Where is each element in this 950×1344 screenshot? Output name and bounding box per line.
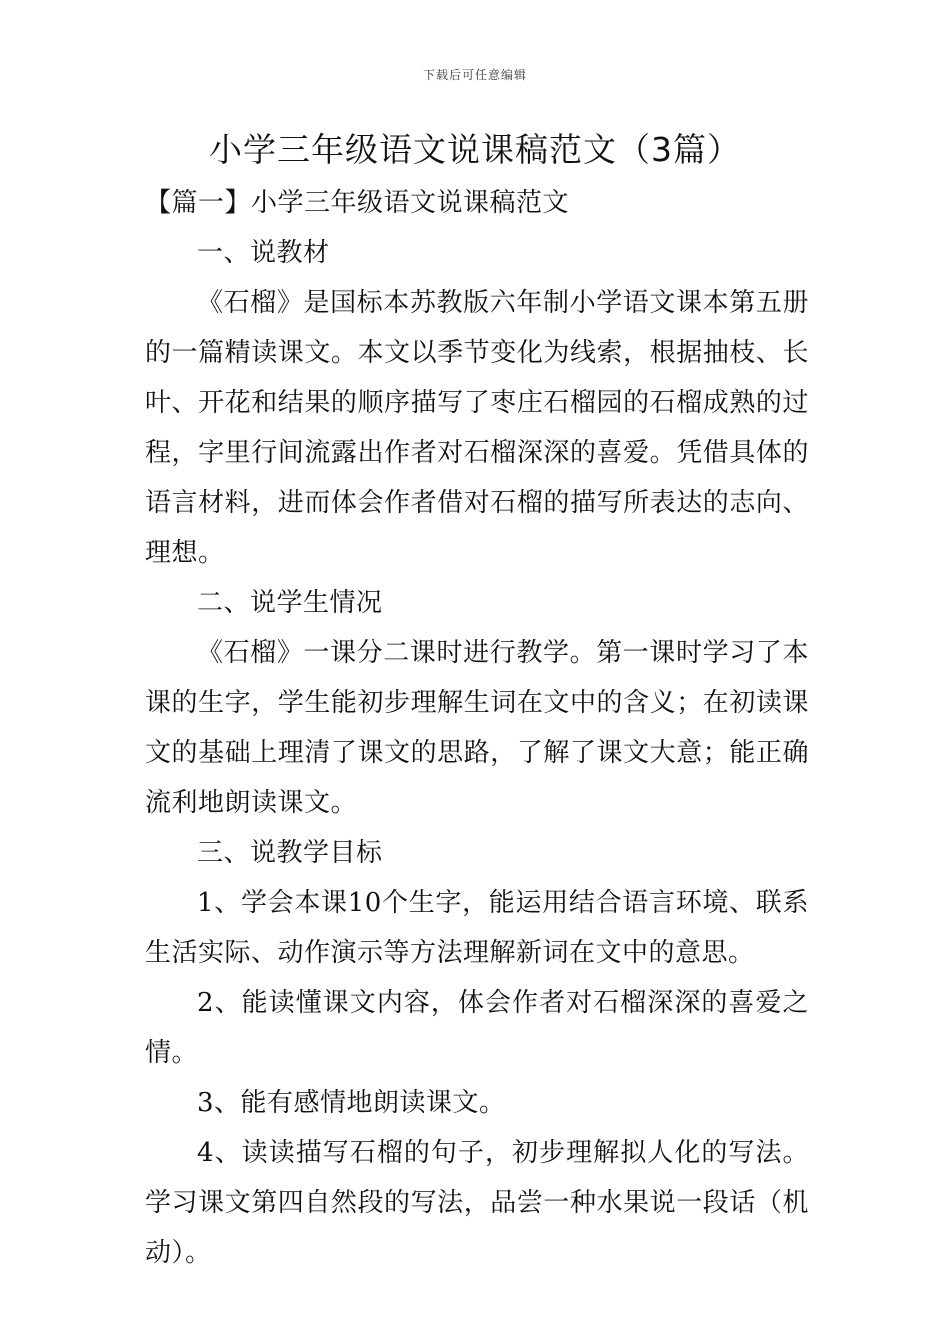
heading-teaching-goals: 三、说教学目标	[197, 838, 383, 868]
heading-student-situation: 二、说学生情况	[197, 588, 383, 618]
heading-teaching-material: 一、说教材	[197, 238, 330, 268]
header-note: 下载后可任意编辑	[422, 68, 527, 82]
goal-item-2: 2、能读懂课文内容，体会作者对石榴深深的喜爱之情。	[145, 988, 809, 1068]
paragraph-student-situation: 《石榴》一课分二课时进行教学。第一课时学习了本课的生字，学生能初步理解生词在文中的含义；在初读课文的基础上理清了课文的思路，了解了课文大意；能正确流利地朗读课文。	[145, 638, 809, 818]
paragraph-teaching-material: 《石榴》是国标本苏教版六年制小学语文课本第五册的一篇精读课文。本文以季节变化为线索，根据抽枝、长叶、开花和结果的顺序描写了枣庄石榴园的石榴成熟的过程，字里行间流露出作者对石榴深深的喜爱。凭借具体的语言材料，进而体会作者借对石榴的描写所表达的志向、理想。	[145, 288, 809, 568]
document-title: 小学三年级语文说课稿范文（3篇）	[209, 130, 741, 169]
goal-item-3: 3、能有感情地朗读课文。	[197, 1088, 506, 1118]
goal-item-1: 1、学会本课10个生字，能运用结合语言环境、联系生活实际、动作演示等方法理解新词在文中的意思。	[145, 888, 809, 968]
section-title: 【篇一】小学三年级语文说课稿范文	[145, 188, 570, 218]
document-body	[145, 178, 809, 1278]
goal-item-4: 4、读读描写石榴的句子，初步理解拟人化的写法。学习课文第四自然段的写法，品尝一种水果说一段话（机动）。	[145, 1138, 809, 1268]
